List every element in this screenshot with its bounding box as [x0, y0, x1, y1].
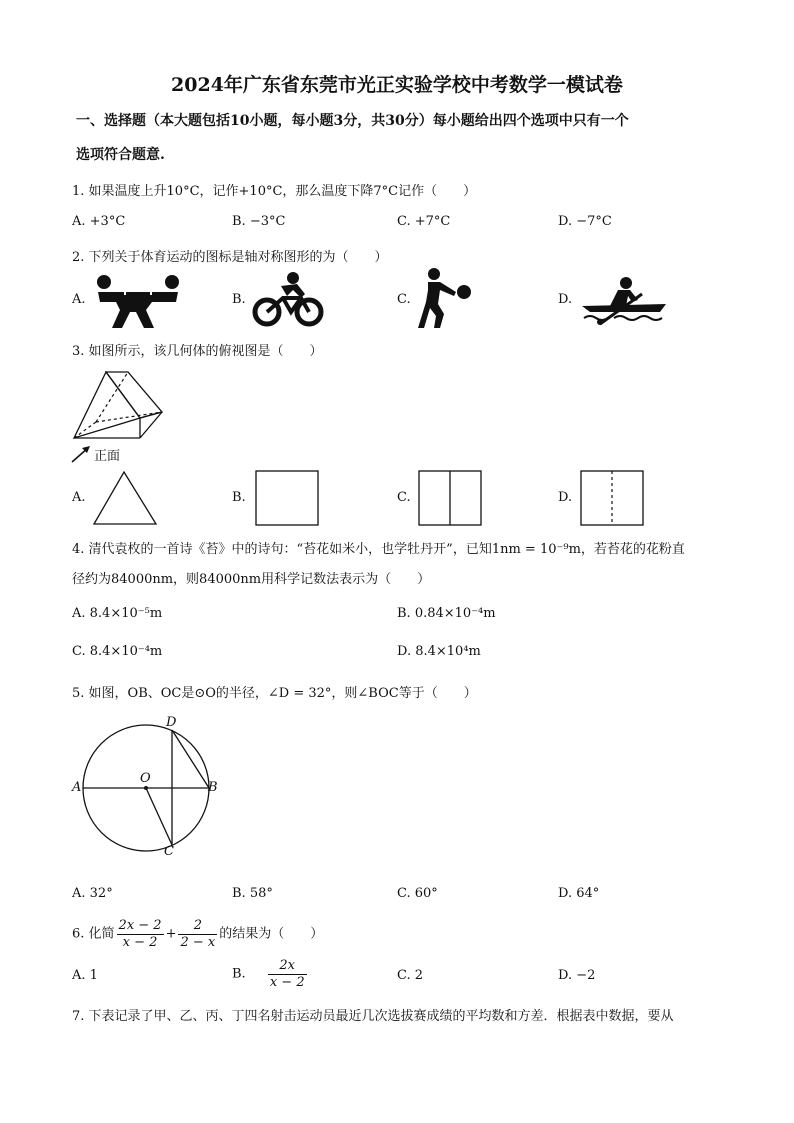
question-4-line1: 4. 清代袁枚的一首诗《苔》中的诗句：“苔花如米小，也学牡丹开”，已知1nm = 10⁻⁹m，若苔花的花粉直 [72, 542, 685, 557]
q1-option-a: A. +3°C [72, 214, 126, 229]
question-4-line2: 径约为84000nm，则84000nm用科学记数法表示为（ ） [72, 572, 431, 587]
q4-option-b: B. 0.84×10⁻⁴m [397, 606, 496, 621]
tug-of-war-icon [94, 272, 182, 330]
front-view-label: 正面 [94, 449, 121, 464]
question-6-stem [72, 918, 323, 951]
q6-option-c: C. 2 [397, 968, 424, 983]
q5-option-c: C. 60° [397, 886, 438, 901]
question-1-stem: 1. 如果温度上升10°C，记作+10°C，那么温度下降7°C记作（ ） [72, 184, 477, 199]
q3-label-d: D. [558, 490, 573, 505]
q2-label-c: C. [397, 292, 411, 307]
q6-option-b [232, 958, 309, 991]
q2-label-d: D. [558, 292, 573, 307]
rowing-icon [580, 276, 670, 326]
circle-figure [68, 712, 228, 862]
question-3-stem: 3. 如图所示，该几何体的俯视图是（ ） [72, 344, 323, 359]
q5-option-d: D. 64° [558, 886, 600, 901]
q6-frac1-num: 2x − 2 [118, 918, 162, 933]
q1-option-d: D. −7°C [558, 214, 612, 229]
q6-frac2-den: 2 − x [180, 935, 216, 950]
q6-plus: + [165, 926, 177, 942]
q6-fraction-1 [117, 918, 164, 951]
point-o-label: O [140, 771, 151, 786]
q6-fraction-2 [178, 918, 217, 951]
section-heading-line2: 选项符合题意. [76, 147, 165, 163]
q1-option-b: B. −3°C [232, 214, 286, 229]
triangular-prism-figure [70, 368, 170, 448]
q6-prefix: 6. 化简 [72, 926, 115, 942]
q1-option-c: C. +7°C [397, 214, 451, 229]
q6-optb-num: 2x [268, 958, 307, 975]
page-title: 2024年广东省东莞市光正实验学校中考数学一模试卷 [171, 74, 623, 96]
point-b-label: B [208, 780, 218, 795]
q2-label-a: A. [72, 292, 86, 307]
section-heading-line1: 一、选择题（本大题包括10小题，每小题3分，共30分）每小题给出四个选项中只有一个 [76, 113, 629, 129]
question-2-stem: 2. 下列关于体育运动的图标是轴对称图形的为（ ） [72, 250, 388, 265]
q6-suffix: 的结果为（ ） [219, 926, 324, 942]
question-5-stem: 5. 如图，OB、OC是⊙O的半径，∠D = 32°，则∠BOC等于（ ） [72, 686, 477, 701]
q2-label-b: B. [232, 292, 246, 307]
option-a-triangle [92, 470, 158, 526]
q6-option-b-fraction [268, 958, 307, 991]
q6-frac2-num: 2 [178, 918, 217, 935]
option-b-rectangle [255, 470, 319, 526]
option-c-rectangle-solid-line [418, 470, 482, 526]
cycling-icon [253, 272, 325, 328]
q6-optb-den: x − 2 [269, 975, 305, 990]
q3-label-a: A. [72, 490, 86, 505]
point-a-label: A [72, 780, 82, 795]
point-d-label: D [166, 715, 177, 730]
question-7-line1: 7. 下表记录了甲、乙、丙、丁四名射击运动员最近几次选拔赛成绩的平均数和方差．根据表中数据，要从 [72, 1009, 674, 1024]
q4-option-a: A. 8.4×10⁻⁵m [72, 606, 163, 621]
front-arrow-icon [70, 444, 92, 464]
q6-option-a: A. 1 [72, 968, 98, 983]
point-c-label: C [164, 844, 174, 859]
option-d-rectangle-dashed-line [580, 470, 644, 526]
q6-frac1-den: x − 2 [122, 935, 158, 950]
volleyball-icon [414, 268, 472, 330]
q6-option-d: D. −2 [558, 968, 596, 983]
q4-option-d: D. 8.4×10⁴m [397, 644, 481, 659]
q3-label-c: C. [397, 490, 411, 505]
q5-option-b: B. 58° [232, 886, 273, 901]
q4-option-c: C. 8.4×10⁻⁴m [72, 644, 163, 659]
q6-option-b-label: B. [232, 966, 246, 982]
q5-option-a: A. 32° [72, 886, 113, 901]
q3-label-b: B. [232, 490, 246, 505]
